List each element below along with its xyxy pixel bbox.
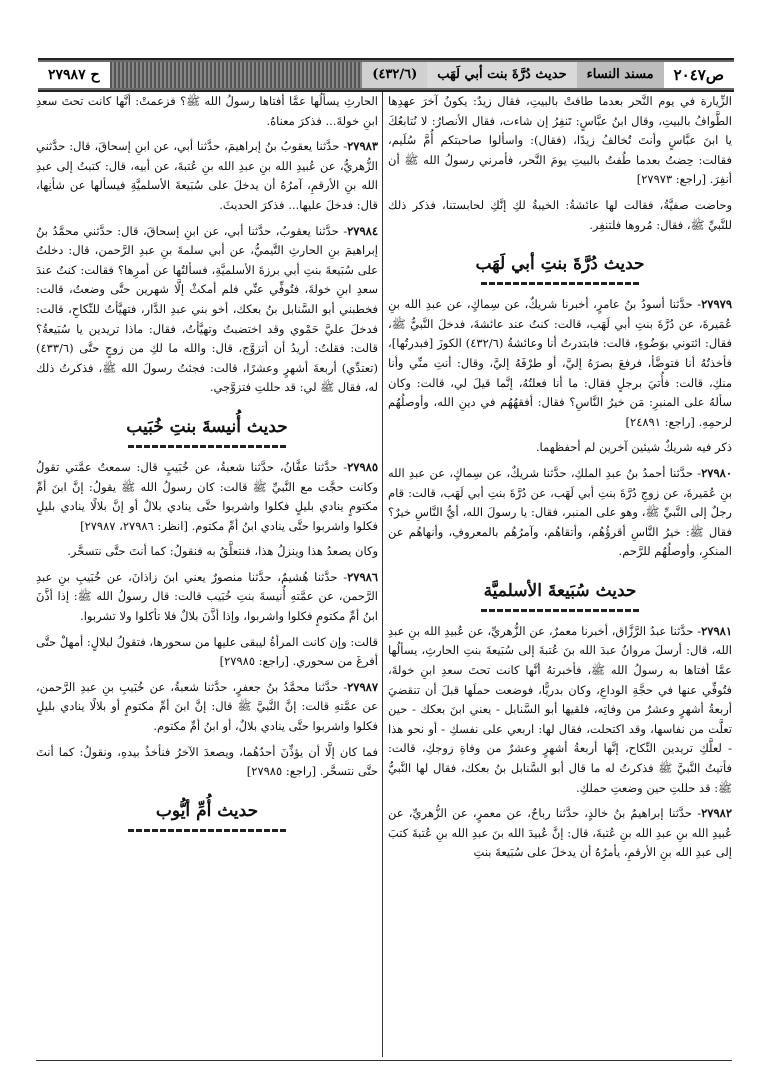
hadith-entry	[388, 804, 732, 863]
chapter-title: حديث دُرَّةَ بنت أبي لَهَب	[427, 62, 576, 88]
page-number: ص٢٠٤٧	[664, 62, 734, 88]
section-heading: حديث دُرَّةَ بنتِ أبي لَهَب	[428, 243, 692, 287]
column-divider	[382, 92, 383, 1057]
hadith-text: - حدَّثنا أحمدُ بنُ عبدِ الملكِ، حدَّثنا شريكٌ، عن سِماكٍ، عن عبدِ الله بنِ عُمَيرةَ، عن زوجِ دُرَّةَ بنتِ أبي لَهَب، عن دُرَّةَ بنتِ أبي لَهَب، قالت: قام رجلٌ إلى النَّبيِّ ﷺ، وهو على المنبر، فقال: يا رسولَ الله، أيُّ النَّاسِ خيرٌ؟ فقال ﷺ: خيرُ النَّاسِ أقرؤُهُم، وأتقاهُم، وآمرُهُم بالمعروفِ، وأنهاهُم عن المنكرِ، وأوصلُهُم للرَّحم.	[388, 465, 732, 559]
hadith-number: ٢٧٩٧٩	[701, 297, 732, 312]
paragraph: وكان يصعدُ هذا وينزلُ هذا، فنتعلَّقُ به فنقولُ: كما أنتَ حتَّى نتسحَّر.	[67, 544, 378, 559]
bottom-rule	[36, 1060, 732, 1061]
hadith-text: - حدَّثنا محمَّدُ بنُ جعفرٍ، حدَّثنا شعبةُ، عن خُبَيبِ بنِ عبدِ الرَّحمن، عن عمَّتهِ قالت: إنَّ النَّبيَّ ﷺ قال: إنَّ ابنَ أمِّ مكتومٍ أو بلالًا ينادي بليلٍ فكلوا واشربوا حتَّى ينادي بلالٌ، أو ابنُ أمِّ مكتوم.	[36, 679, 378, 734]
left-column	[36, 92, 378, 842]
hadith-text: - حدَّثنا إبراهيمُ بنُ خالدٍ، حدَّثنا رباحٌ، عن معمرٍ، عن الزُّهريِّ، عن عُبيدِ الله بنِ عبدِ الله بنِ عُتبةَ، قال: إنَّ عُبيدَ الله بنَ عبدِ الله بنِ عُتبةَ كتبَ إلى عبدِ الله بنِ الأرقمِ، يأمرُهُ أن يدخلَ على سُبَيعةَ بنتِ	[388, 806, 732, 860]
hadith-text: - حدَّثنا عفَّانُ، حدَّثنا شعبةُ، عن خُبَيبٍ قال: سمعتُ عمَّتي تقولُ وكانت حجَّت مع النَّبيِّ ﷺ قالت: كان رسولُ الله ﷺ يقولُ: إنَّ ابنَ أمِّ مكتومٍ ينادي بليلٍ فكلوا واشربوا حتَّى ينادي بلالٌ أو إنَّ بلالًا ينادي بليلٍ فكلوا واشربوا حتَّى ينادي ابنُ أمِّ مكتوم. [انظر: ٢٧٩٨٦، ٢٧٩٨٧]	[36, 459, 378, 533]
paragraph: الحارثِ يسألُها عمَّا أفتاها رسولُ الله ﷺ؟ فزعمتْ: أنَّها كانت تحتَ سعدِ ابنِ خولةَ... فذكرَ معناهُ.	[36, 94, 379, 128]
paragraph: قالت: وإن كانت المرأةُ ليبقى عليها من سحورها، فتقولُ لبلالٍ: أمهلْ حتَّى أفرغَ من سحوري. [راجع: ٢٧٩٨٥]	[36, 634, 378, 669]
hadith-text: - حدَّثنا عبدُ الرَّزَّاق، أخبرنا معمرٌ، عن الزُّهريِّ، عن عُبيدِ الله بنِ عبدِ الله، قال: أرسلَ مروانُ عبدَ الله بنَ عُتبةَ إلى سُبَيعةَ بنتِ الحارثِ، يسألُها عمَّا أفتاها به رسولُ الله ﷺ، فأخبرتهُ أنَّها كانت تحتَ سعدِ ابنِ خولةَ، فتُوفِّي عنها في حجَّةِ الوداعِ، وكان بدريًّا، فوضعت حملَها قبلَ أن تنقضيَ أربعةُ أشهرٍ وعشرٌ من وفاتِه، فلقيها أبو السَّنابل - يعني ابنَ بعكك - حين تعلَّت من نفاسها، وقد اكتحلت، فقال لها: اربعي على نفسكِ - أو نحو هذا - لعلَّكِ تريدين النِّكاح، إنَّها أربعةُ أشهرٍ وعشرٌ من وفاةِ زوجكِ، قالت: فأتيتُ النَّبيَّ ﷺ فذكرتُ له ما قال أبو السَّنابل بنُ بعكك، فقال لها النَّبيُّ ﷺ: قد حللتِ حين وضعتِ حملكِ.	[388, 623, 732, 795]
hadith-range: ح ٢٧٩٨٧	[38, 62, 110, 88]
hadith-entry	[388, 622, 732, 798]
paragraph: فما كان إلَّا أن يؤذِّنَ أحدُهُما، ويصعدَ الآخرُ فنأخذُ بيدهِ، ونقولُ: كما أنتَ حتَّى نتسحَّر. [راجع: ٢٧٩٨٥]	[36, 744, 378, 779]
hadith-number: ٢٧٩٨٦	[347, 569, 378, 584]
hadith-entry	[36, 568, 378, 627]
right-column	[388, 92, 732, 869]
hadith-entry	[388, 464, 732, 562]
paragraph: الزِّيارة في يوم النَّحر بعدما طافتْ بالبيتِ، فقال زيدٌ: يكونُ آخرَ عهدِها الطَّوافُ بالبيتِ، وقال ابنُ عبَّاسٍ: تَنفِرُ إن شاءت، فقال الأنصارُ: لا نُتابعُكَ يا ابنَ عبَّاسٍ وأنتَ تُخالفُ زيدًا، (فقال): واسألوا صاحبتكم أُمَّ سُلَيم، فقالت: حِضتُ بعدما طُفتُ بالبيتِ يومَ النَّحر، فأمرني رسولُ الله ﷺ أن أنفِرَ. [راجع: ٢٧٩٧٣]	[388, 94, 732, 187]
volume-reference: (٤٣٢/٦)	[362, 62, 427, 88]
section-heading: حديث سُبَيعةَ الأسلميَّة	[428, 570, 692, 614]
page-header	[38, 58, 734, 92]
hadith-number: ٢٧٩٨٤	[347, 223, 378, 238]
header-ornament	[110, 62, 363, 88]
hadith-entry	[36, 678, 378, 737]
hadith-number: ٢٧٩٨٢	[701, 806, 732, 821]
paragraph: وحاضت صفيَّةُ، فقالت لها عائشةُ: الخيبةُ لكِ إنَّكِ لحابستنا، فذكر ذلك للنَّبيِّ ﷺ، فقال: مُروها فلتنفِر.	[388, 197, 732, 232]
section-heading: حديث أُنيسةَ بنتِ خُبَيب	[76, 406, 338, 450]
hadith-entry	[36, 137, 378, 215]
hadith-entry	[36, 222, 378, 398]
hadith-text: - حدَّثنا يعقوبُ، حدَّثنا أبي، عن ابنِ إسحاقَ، قال: حدَّثني محمَّدُ بنُ إبراهيمَ بنِ الحارثِ التَّيميُّ، عن أبي سلمةَ بنِ عبدِ الرَّحمن، قال: دخلتُ على سُبَيعةَ بنتِ أبي برزةَ الأسلميَّةِ، فسألتُها عن أمرِها؟ فقالت: كنتُ عندَ سعدِ ابنِ خولةَ، فتُوفِّي عنِّي فلم أمكثْ إلَّا شهرين حتَّى وضعتُ، قالت: فخطبني أبو السَّنابل بنُ بعكك، أخو بني عبدِ الدَّار، فتهيَّأتُ للنِّكاحِ، قالت: فدخلَ عليَّ حَمْوي وقد اختضبتُ وتهيَّأتُ، فقال: ماذا تريدين يا سُبَيعةُ؟ قالت: فقلتُ: أريدُ أن أتزوَّج، قال: والله ما لكِ من زوجٍ حتَّى (٤٣٣/٦) (تعتدِّي) أربعةَ أشهرٍ وعشرًا، قالت: فجئتُ رسولَ الله ﷺ، فذكرتُ ذلك له، فقال ﷺ لي: قد حللتِ فتزوَّجي.	[36, 223, 378, 395]
volume-title: مسند النساء	[577, 62, 664, 88]
section-heading: حديث أُمِّ أيُّوب	[76, 790, 338, 834]
hadith-text: - حدَّثنا يعقوبُ بنُ إبراهيمَ، حدَّثنا أبي، عن ابنِ إسحاقَ، قال: حدَّثني الزُّهريُّ، عن عُبيدِ الله بنِ عبدِ الله بنِ عُتبةَ، عن أبيه، قال: كتبتُ إلى عبدِ الله بنِ الأرقمِ، آمرُهُ أن يدخلَ على سُبَيعةَ الأسلميَّةِ فيسألها عن شأنِها، قال: فدخلَ عليها... فذكرَ الحديثَ.	[36, 139, 378, 212]
hadith-number: ٢٧٩٨١	[701, 623, 732, 638]
hadith-number: ٢٧٩٨٣	[347, 139, 378, 154]
hadith-number: ٢٧٩٨٥	[347, 459, 378, 474]
hadith-number: ٢٧٩٨٠	[701, 465, 732, 480]
hadith-text: - حدَّثنا أسودُ بنُ عامرٍ، أخبرنا شريكٌ، عن سِماكٍ، عن عبدِ الله بنِ عُمَيرةَ، عن دُرَّةَ بنتِ أبي لَهَب، قالت: كنتُ عند عائشةَ، فدخلَ النَّبيُّ ﷺ، فقال: ائتوني بوَضُوءٍ، قالت: فابتدرتُ أنا وعائشةُ (٤٣٢/٦) الكوزَ [فبدرتُها]، فأخذتُهُ أنا فتوضَّأ، فرفعَ بصرَهُ إليَّ، أو طرْفَهُ إليَّ، وقال: أنتِ منِّي وأنا منكِ، قالت: فأُتيَ برجلٍ فقال: ما أنا فعلتُهُ، إنَّما قيلَ لي، قالت: وكان سألهُ على المنبرِ: مَن خيرُ النَّاسِ؟ فقال: أفقهُهُم في دينِ الله، وأوصلُهُم لرحمِهِ. [راجع: ٢٤٨٩١]	[388, 297, 733, 429]
hadith-entry	[388, 295, 732, 432]
hadith-text: - حدَّثنا هُشيمٌ، حدَّثنا منصورٌ يعني ابنَ زاذانَ، عن خُبَيبِ بنِ عبدِ الرَّحمن، عن عمَّتهِ أُنيسةَ بنتِ خُبَيب قالت: قال رسولُ الله ﷺ: إذا أذَّنَ ابنُ أمِّ مكتومٍ فكلوا واشربوا، وإذا أذَّنَ بلالٌ فلا تأكلوا ولا تشربوا.	[36, 569, 378, 624]
hadith-entry	[36, 458, 378, 536]
note: ذكر فيه شريكٌ شيئين آخرين لم أحفظهما.	[535, 440, 732, 455]
hadith-number: ٢٧٩٨٧	[347, 679, 378, 694]
